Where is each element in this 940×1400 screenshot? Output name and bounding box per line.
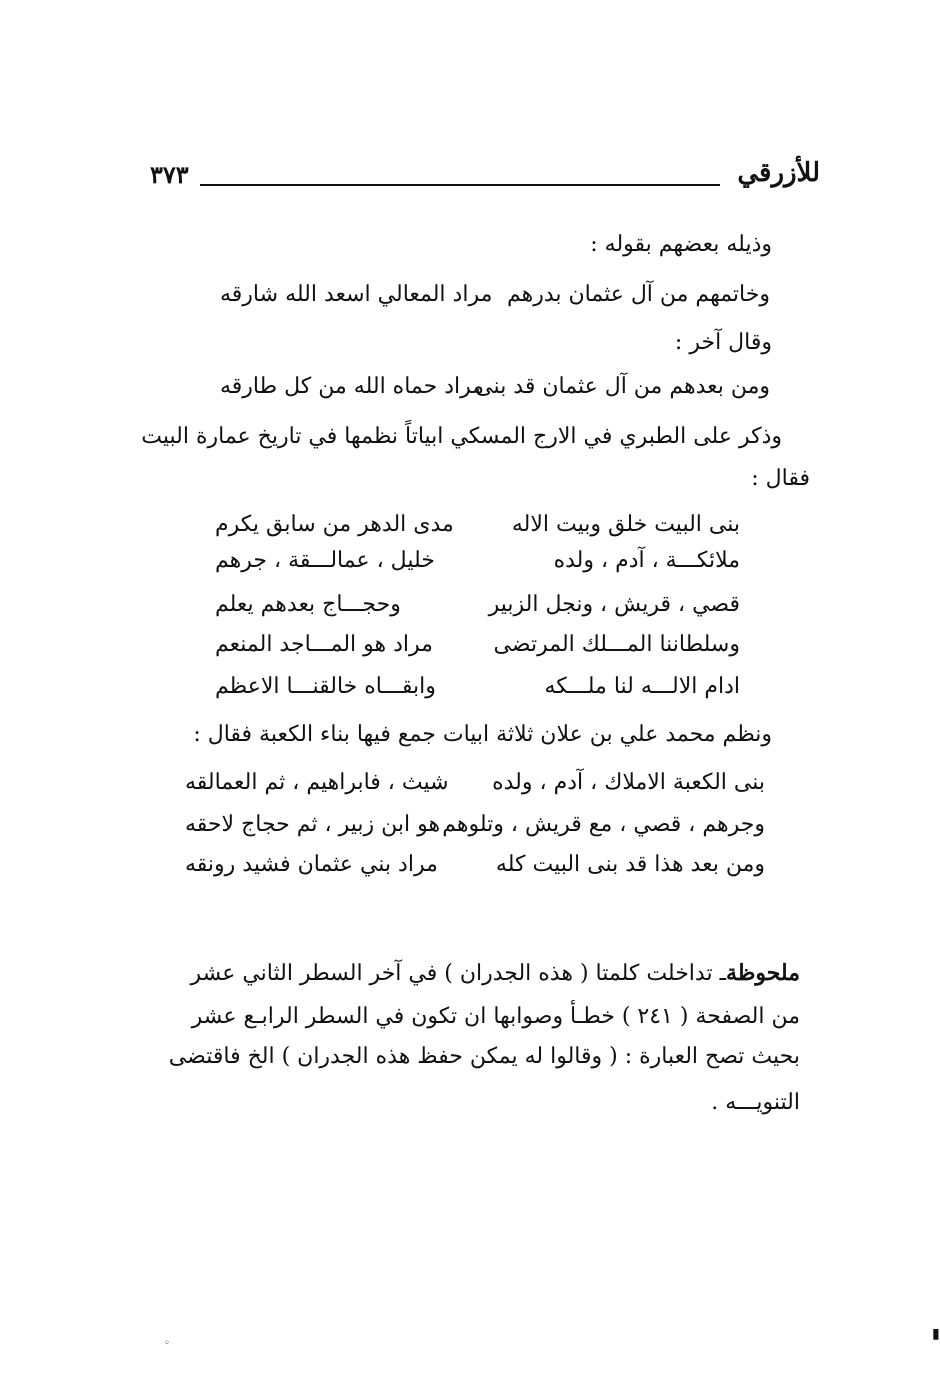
note-line bbox=[190, 960, 800, 986]
verse-first-hemistich: ومن بعدهم من آل عثمان قد بنى bbox=[475, 374, 770, 399]
poem1-row bbox=[215, 592, 740, 626]
tabari-line-end: فقال : bbox=[751, 466, 810, 491]
verse-row bbox=[220, 374, 770, 408]
verse-second-hemistich: مراد المعالي اسعد الله شارقه bbox=[220, 282, 493, 307]
page-header bbox=[150, 158, 820, 208]
verse-second-hemistich: مراد بني عثمان فشيد رونقه bbox=[185, 852, 438, 877]
poem2-row bbox=[185, 852, 765, 886]
verse-second-hemistich: وحجـــاج بعدهم يعلم bbox=[215, 592, 401, 617]
said-other-line: وقال آخر : bbox=[674, 330, 772, 355]
note-label: ملحوظة bbox=[726, 960, 800, 986]
poem2-row bbox=[185, 812, 765, 846]
allan-line: ونظم محمد علي بن علان ثلاثة ابيات جمع فيها بناء الكعبة فقال : bbox=[193, 722, 772, 747]
verse-first-hemistich: ادام الالـــه لنا ملـــكه bbox=[544, 674, 740, 699]
verse-first-hemistich: ملائكـــة ، آدم ، ولده bbox=[553, 548, 740, 573]
verse-first-hemistich: وسلطاننا المـــلك المرتضى bbox=[493, 632, 740, 657]
verse-first-hemistich: بنى البيت خلق وبيت الاله bbox=[511, 512, 740, 537]
poem1-row bbox=[215, 674, 740, 708]
verse-first-hemistich: وجرهم ، قصي ، مع قريش ، وتلوهم bbox=[442, 812, 765, 837]
verse-row bbox=[220, 282, 770, 316]
tabari-line: وذكر على الطبري في الارج المسكي ابياتاً نظمها في تاريخ عمارة البيت bbox=[141, 424, 782, 449]
poem1-row bbox=[215, 512, 740, 546]
note-text: ـ تداخلت كلمتا ( هذه الجدران ) في آخر السطر الثاني عشر bbox=[190, 961, 727, 986]
verse-second-hemistich: مراد حماه الله من كل طارقه bbox=[220, 374, 485, 399]
verse-second-hemistich: هو ابن زبير ، ثم حجاج لاحقه bbox=[185, 812, 441, 837]
print-speck: ◦ bbox=[164, 1338, 170, 1349]
running-head: للأزرقي bbox=[737, 158, 820, 188]
verse-second-hemistich: وابقـــاه خالقنـــا الاعظم bbox=[215, 674, 436, 699]
print-speck: ▮ bbox=[932, 1326, 940, 1342]
verse-first-hemistich: قصي ، قريش ، ونجل الزبير bbox=[488, 592, 740, 617]
poem1-row bbox=[215, 548, 740, 582]
note-line: من الصفحة ( ٢٤١ ) خطـأ وصوابها ان تكون في السطر الرابـع عشر bbox=[191, 1004, 800, 1029]
poem1-row bbox=[215, 632, 740, 666]
note-line: التنويـــه . bbox=[711, 1090, 800, 1115]
verse-second-hemistich: مراد هو المـــاجد المنعم bbox=[215, 632, 433, 657]
verse-first-hemistich: ومن بعد هذا قد بنى البيت كله bbox=[495, 852, 765, 877]
verse-second-hemistich: شيث ، فابراهيم ، ثم العمالقه bbox=[185, 770, 449, 795]
verse-second-hemistich: خليل ، عمالـــقة ، جرهم bbox=[215, 548, 435, 573]
verse-second-hemistich: مدى الدهر من سابق يكرم bbox=[215, 512, 454, 537]
intro-line: وذيله بعضهم بقوله : bbox=[590, 232, 772, 257]
page-number: ٣٧٣ bbox=[150, 160, 189, 189]
poem2-row bbox=[185, 770, 765, 804]
header-rule bbox=[200, 184, 720, 186]
note-line: بحيث تصح العبارة : ( وقالوا له يمكن حفظ هذه الجدران ) الخ فاقتضى bbox=[168, 1044, 800, 1069]
verse-first-hemistich: بنى الكعبة الاملاك ، آدم ، ولده bbox=[492, 770, 765, 795]
verse-first-hemistich: وخاتمهم من آل عثمان بدرهم bbox=[506, 282, 770, 307]
